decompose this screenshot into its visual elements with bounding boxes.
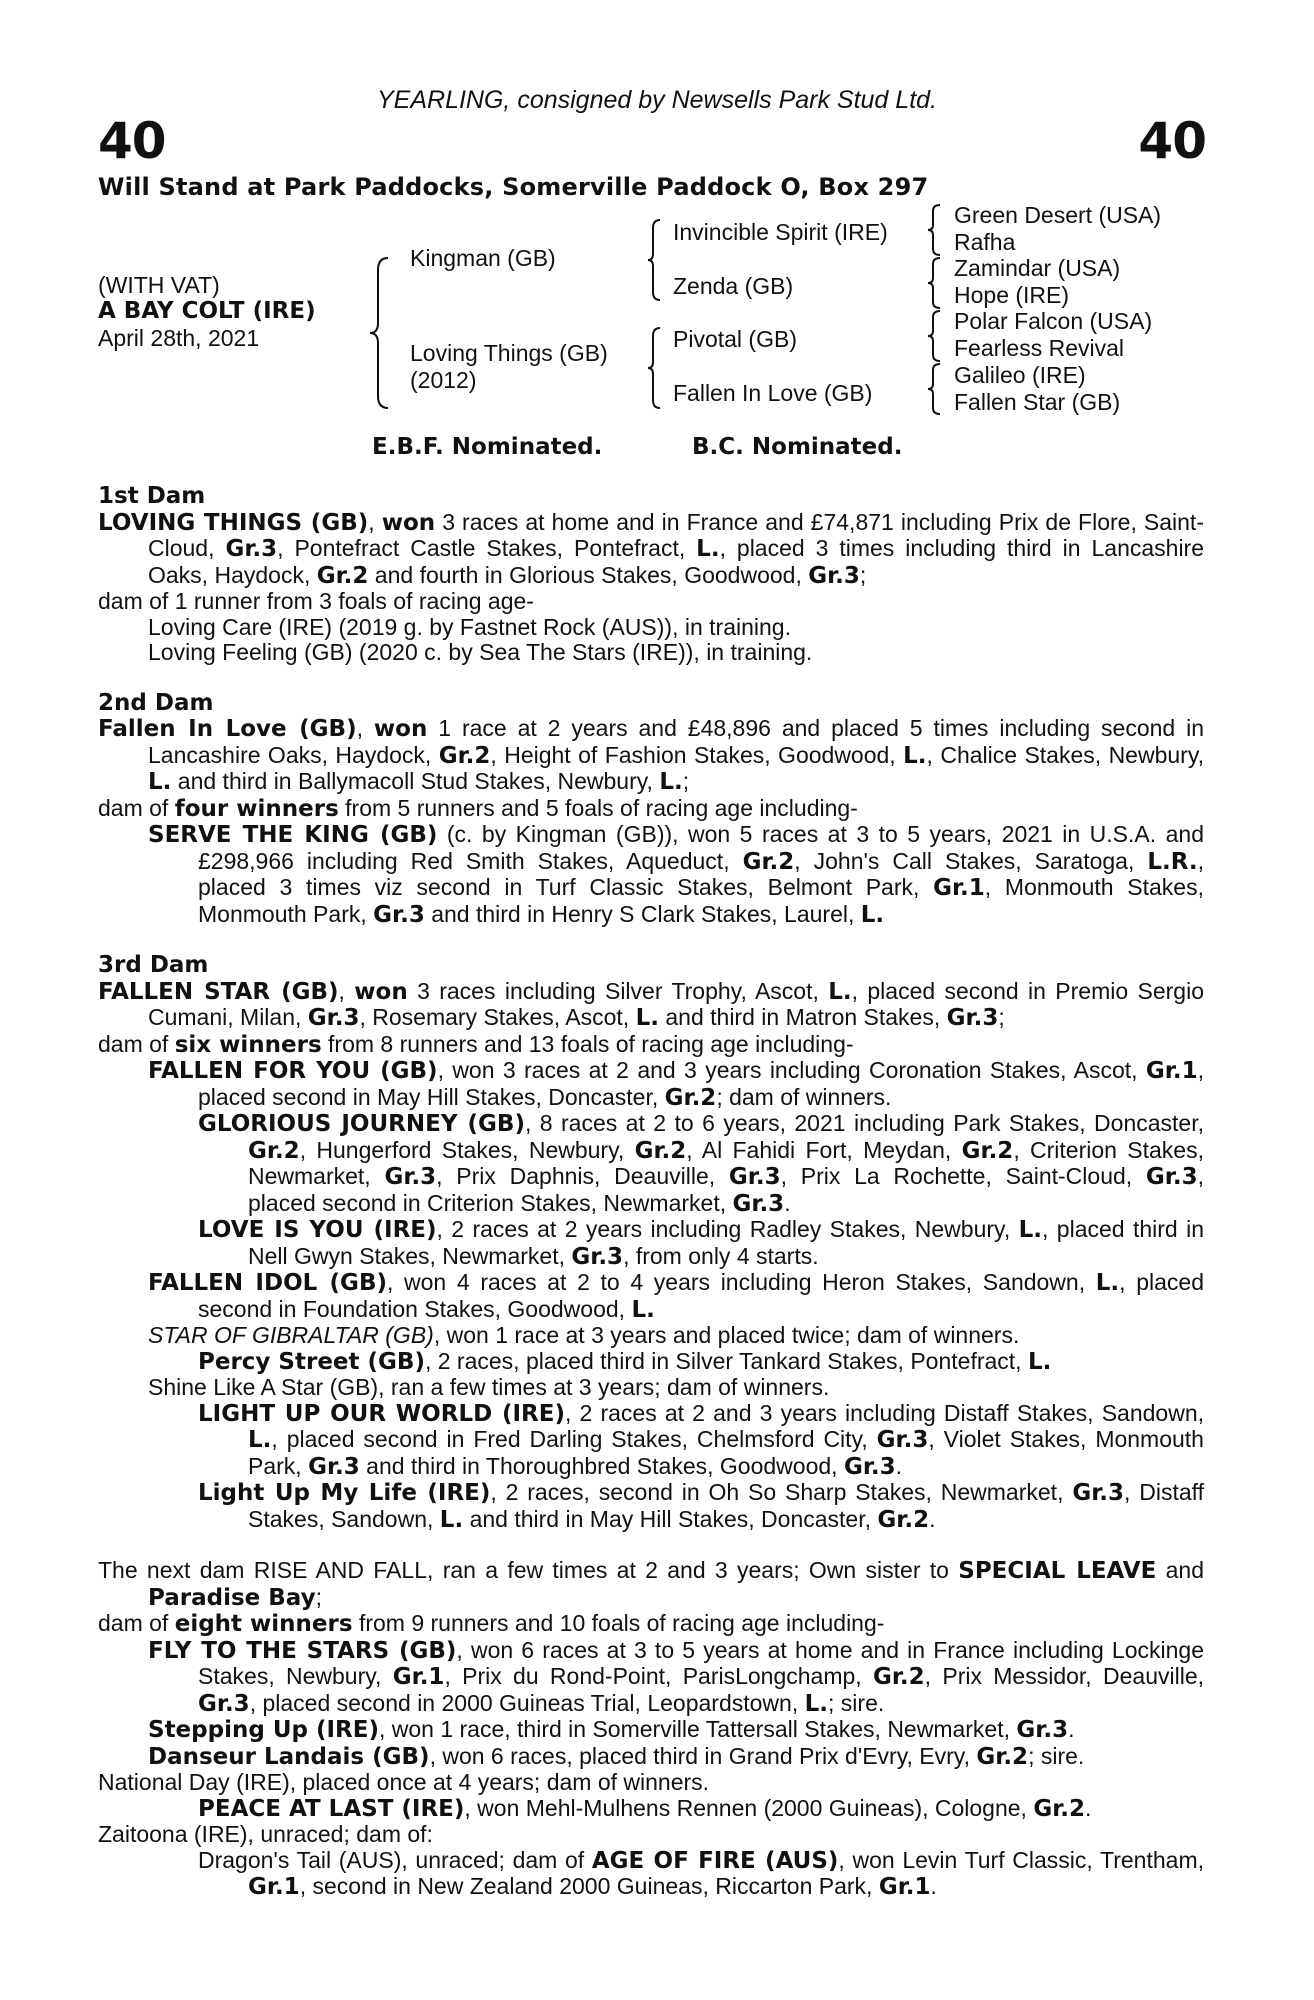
produce-entry: Loving Feeling (GB) (2020 c. by Sea The Stars (IRE)), in training. — [148, 639, 813, 665]
second-dam-heading: 2nd Dam — [98, 689, 214, 716]
pedigree-brace-main — [370, 258, 390, 408]
foaling-date: April 28th, 2021 — [98, 325, 260, 351]
catalogue-page-body — [98, 484, 1204, 1901]
produce-entry: Danseur Landais (GB), won 6 races, placed third in Grand Prix d'Evry, Evry, Gr.2; sire. — [148, 1742, 1085, 1770]
next-dam-record: The next dam RISE AND FALL, ran a few times at 2 and 3 years; Own sister to SPECIAL LEAVE and Paradise Bay; — [98, 1557, 1204, 1611]
produce-entry: Loving Care (IRE) (2019 g. by Fastnet Rock (AUS)), in training. — [148, 613, 791, 640]
brace-gen3-1 — [928, 205, 942, 255]
horse-name: A BAY COLT (IRE) — [98, 298, 316, 324]
sire-dam: Zenda (GB) — [673, 273, 794, 299]
third-dam-heading: 3rd Dam — [98, 952, 209, 978]
produce-entry: LOVE IS YOU (IRE), 2 races at 2 years including Radley Stakes, Newbury, L., placed third in Nell Gwyn Stakes, Newmarket, Gr.3, from only 4 starts. — [198, 1216, 1205, 1270]
third-dam-record: FALLEN STAR (GB), won 3 races including Silver Trophy, Ascot, L., placed second in Premio Sergio Cumani, Milan, Gr.3, Rosemary Stakes, Ascot, L. and third in Matron Stakes, Gr.3; — [98, 977, 1204, 1031]
third-dam-produce-summary: dam of six winners from 8 runners and 13 foals of racing age including- — [98, 1030, 854, 1058]
ebf-nomination: E.B.F. Nominated. — [372, 434, 603, 460]
produce-entry: Zaitoona (IRE), unraced; dam of: — [98, 1821, 433, 1847]
first-dam-record: LOVING THINGS (GB), won 3 races at home and in France and £74,871 including Prix de Flore, Saint-Cloud, Gr.3, Pontefract Castle Stakes, Pontefract, L., placed 3 times including third in Lancashire Oaks, Haydock, Gr.2 and fourth in Glorious Stakes, Goodwood, Gr.3; — [98, 508, 1205, 589]
second-dam-produce-summary: dam of four winners from 5 runners and 5 foals of racing age including- — [98, 794, 858, 822]
produce-entry: SERVE THE KING (GB) (c. by Kingman (GB)), won 5 races at 3 to 5 years, 2021 in U.S.A. and £298,966 including Red Smith Stakes, Aqueduct, Gr.2, John's Call Stakes, Saratoga, L.R., placed 3 times viz second in Turf Classic Stakes, Belmont Park, Gr.1, Monmouth Stakes, Monmouth Park, Gr.3 and third in Henry S Clark Stakes, Laurel, L. — [148, 821, 1205, 928]
produce-entry: Percy Street (GB), 2 races, placed third in Silver Tankard Stakes, Pontefract, L. — [198, 1347, 1052, 1375]
produce-entry: STAR OF GIBRALTAR (GB), won 1 race at 3 years and placed twice; dam of winners. — [148, 1322, 1020, 1348]
pedigree-brace-dam — [648, 328, 662, 408]
produce-entry: FALLEN IDOL (GB), won 4 races at 2 to 4 years including Heron Stakes, Sandown, L., placed second in Foundation Stakes, Goodwood, L. — [148, 1269, 1204, 1323]
brace-gen3-4 — [928, 364, 942, 414]
first-dam-heading: 1st Dam — [98, 483, 206, 509]
next-dam-produce-summary: dam of eight winners from 9 runners and 10 foals of racing age including- — [98, 1610, 885, 1637]
sire-name: Kingman (GB) — [410, 245, 556, 271]
dam-year: (2012) — [410, 367, 477, 393]
vat-label: (WITH VAT) — [98, 272, 220, 298]
gen3-sds: Zamindar (USA) — [954, 255, 1121, 281]
gen3-sss: Green Desert (USA) — [954, 202, 1162, 228]
consignor-line: YEARLING, consigned by Newsells Park Stud Ltd. — [377, 86, 937, 114]
gen3-dsd: Fearless Revival — [954, 335, 1124, 361]
produce-entry: FALLEN FOR YOU (GB), won 3 races at 2 and 3 years including Coronation Stakes, Ascot, Gr.1, placed second in May Hill Stakes, Doncaster, Gr.2; dam of winners. — [148, 1057, 1204, 1111]
produce-entry: LIGHT UP OUR WORLD (IRE), 2 races at 2 and 3 years including Distaff Stakes, Sandown, L., placed second in Fred Darling Stakes, Chelmsford City, Gr.3, Violet Stakes, Monmouth Park, Gr.3 and third in Thoroughbred Stakes, Goodwood, Gr.3. — [198, 1399, 1204, 1480]
produce-entry: Shine Like A Star (GB), ran a few times at 3 years; dam of winners. — [148, 1374, 830, 1400]
gen3-dss: Polar Falcon (USA) — [954, 308, 1153, 334]
dam-sire: Pivotal (GB) — [673, 326, 797, 352]
stabling-location: Will Stand at Park Paddocks, Somerville Paddock O, Box 297 — [98, 173, 929, 201]
bc-nomination: B.C. Nominated. — [692, 434, 903, 460]
gen3-ssd: Rafha — [954, 229, 1016, 255]
pedigree-brace-sire — [648, 220, 662, 300]
brace-gen3-3 — [928, 311, 942, 361]
gen3-ddd: Fallen Star (GB) — [954, 389, 1121, 415]
first-dam-produce-summary: dam of 1 runner from 3 foals of racing age- — [98, 588, 534, 614]
produce-entry: FLY TO THE STARS (GB), won 6 races at 3 to 5 years at home and in France including Lockinge Stakes, Newbury, Gr.1, Prix du Rond-Point, ParisLongchamp, Gr.2, Prix Messidor, Deauville, Gr.3, placed second in 2000 Guineas Trial, Leopardstown, L.; sire. — [148, 1636, 1204, 1717]
lot-number-left: 40 — [98, 112, 166, 170]
gen3-sdd: Hope (IRE) — [954, 282, 1070, 308]
produce-entry: National Day (IRE), placed once at 4 years; dam of winners. — [98, 1769, 710, 1795]
brace-gen3-2 — [928, 258, 942, 308]
produce-entry: GLORIOUS JOURNEY (GB), 8 races at 2 to 6 years, 2021 including Park Stakes, Doncaster, Gr.2, Hungerford Stakes, Newbury, Gr.2, Al Fahidi Fort, Meydan, Gr.2, Criterion Stakes, Newmarket, Gr.3, Prix Daphnis, Deauville, Gr.3, Prix La Rochette, Saint-Cloud, Gr.3, placed second in Criterion Stakes, Newmarket, Gr.3. — [198, 1110, 1204, 1217]
dam-dam: Fallen In Love (GB) — [673, 380, 873, 406]
produce-entry: Dragon's Tail (AUS), unraced; dam of AGE OF FIRE (AUS), won Levin Turf Classic, Trentham, Gr.1, second in New Zealand 2000 Guineas, Riccarton Park, Gr.1. — [198, 1846, 1204, 1900]
lot-number-right: 40 — [1138, 112, 1206, 170]
produce-entry: Light Up My Life (IRE), 2 races, second in Oh So Sharp Stakes, Newmarket, Gr.3, Distaff Stakes, Sandown, L. and third in May Hill Stakes, Doncaster, Gr.2. — [198, 1479, 1205, 1533]
gen3-dds: Galileo (IRE) — [954, 362, 1086, 388]
sire-sire: Invincible Spirit (IRE) — [673, 219, 888, 245]
dam-name: Loving Things (GB) — [410, 340, 608, 366]
produce-entry: Stepping Up (IRE), won 1 race, third in Somerville Tattersall Stakes, Newmarket, Gr.3. — [148, 1716, 1075, 1743]
produce-entry: PEACE AT LAST (IRE), won Mehl-Mulhens Rennen (2000 Guineas), Cologne, Gr.2. — [198, 1794, 1092, 1822]
second-dam-record: Fallen In Love (GB), won 1 race at 2 years and £48,896 and placed 5 times including second in Lancashire Oaks, Haydock, Gr.2, Height of Fashion Stakes, Goodwood, L., Chalice Stakes, Newbury, L. and third in Ballymacoll Stud Stakes, Newbury, L.; — [98, 715, 1205, 795]
